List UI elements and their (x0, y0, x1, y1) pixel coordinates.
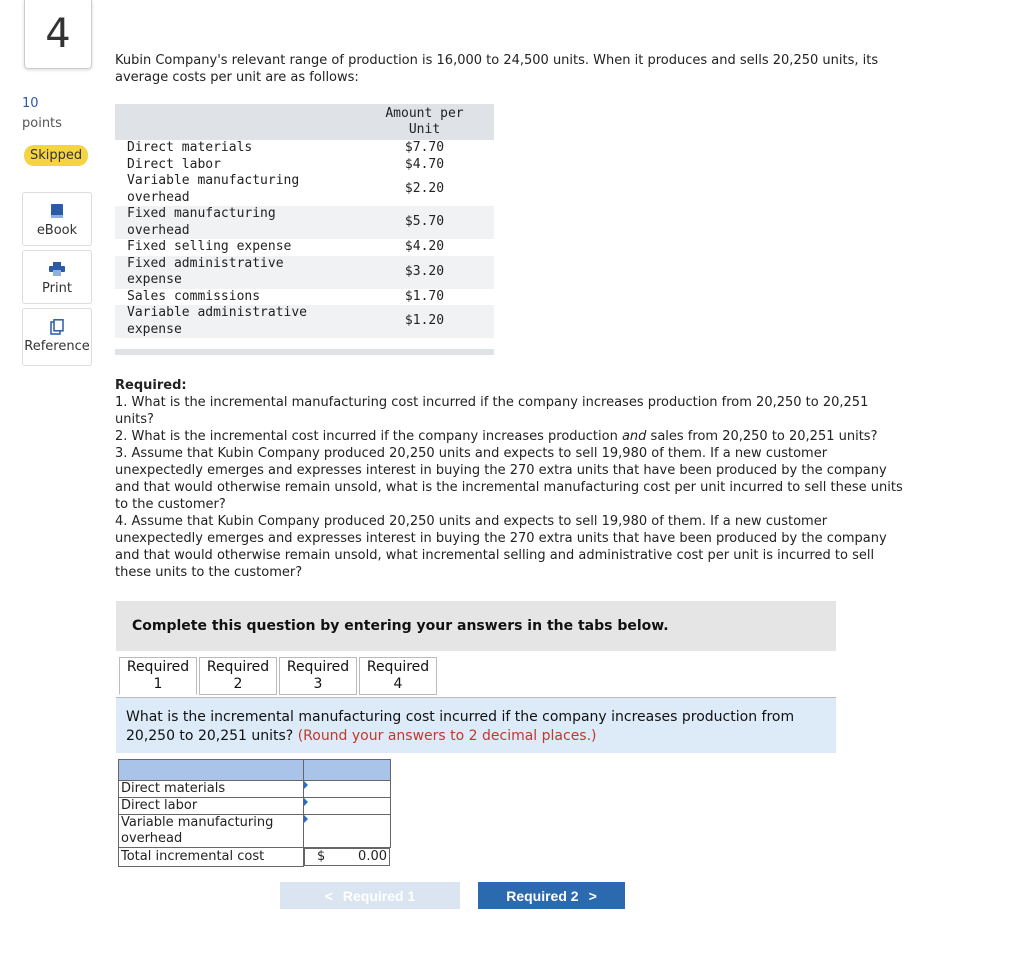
direct-labor-input[interactable] (304, 798, 391, 815)
required-tabs (119, 657, 437, 695)
cost-table-header (115, 104, 494, 140)
table-row: Direct materials (119, 781, 391, 798)
table-row: Sales commissions $1.70 (127, 288, 445, 304)
next-required-button[interactable]: Required 2 > (478, 882, 625, 909)
question-number: 4 (24, 0, 92, 69)
input-marker-icon (304, 798, 308, 806)
required-section (115, 377, 910, 581)
required-q4: 4. Assume that Kubin Company produced 20,250 units and expects to sell 19,980 of them. If a new customer unexpectedly emerges and expresses interest in buying the 270 extra units that have been produced by the company and that would otherwise remain unsold, what incremental selling and administrative cost per unit is incurred to sell these units to the customer? (115, 514, 887, 580)
amount-per-unit-header: Amount per Unit (355, 104, 494, 140)
required-title: Required: (115, 378, 187, 393)
references-button[interactable] (22, 308, 92, 366)
input-marker-icon (304, 781, 308, 789)
tab-required-1[interactable]: Required 1 (119, 657, 197, 695)
tab-required-4[interactable]: Required 4 (359, 657, 437, 695)
input-marker-icon (304, 815, 308, 823)
rounding-note: (Round your answers to 2 decimal places.) (297, 728, 597, 744)
answer-table (118, 759, 391, 867)
table-row: Variable manufacturing overhead (119, 815, 391, 848)
total-row: Total incremental cost $ 0.00 (119, 848, 391, 867)
active-question: What is the incremental manufacturing cost incurred if the company increases production from 20,250 to 20,251 units? (Round your answers to 2 decimal places.) (116, 698, 836, 753)
direct-materials-input[interactable] (304, 781, 391, 798)
chevron-right-icon: > (588, 887, 597, 904)
required-q2: 2. What is the incremental cost incurred if the company increases production and sales from 20,250 to 20,251 units? (115, 429, 878, 444)
table-footer-bar (115, 349, 494, 355)
print-button[interactable] (22, 250, 92, 304)
table-row: Variable administrative expense $1.20 (115, 305, 494, 338)
ebook-label: eBook (36, 223, 78, 238)
printer-icon (49, 261, 65, 277)
table-row: Variable manufacturing overhead $2.20 (127, 173, 445, 205)
variable-overhead-input[interactable] (304, 815, 391, 848)
copy-pages-icon (50, 319, 64, 335)
table-row: Direct labor (119, 798, 391, 815)
total-value: $ 0.00 (304, 848, 390, 866)
chevron-left-icon: < (324, 887, 333, 904)
points-label: points (22, 116, 62, 131)
instruction-banner: Complete this question by entering your answers in the tabs below. (116, 601, 836, 651)
prev-required-button[interactable]: < Required 1 (280, 882, 460, 909)
status-badge: Skipped (24, 145, 88, 166)
cost-table (115, 104, 494, 338)
table-row: Fixed selling expense $4.20 (127, 239, 445, 254)
ebook-button[interactable] (22, 192, 92, 246)
points-value: 10 (22, 96, 39, 111)
print-label: Print (42, 281, 72, 296)
table-row: Fixed administrative expense $3.20 (115, 256, 494, 289)
book-icon (50, 203, 64, 219)
tab-required-3[interactable]: Required 3 (279, 657, 357, 695)
required-q3: 3. Assume that Kubin Company produced 20,250 units and expects to sell 19,980 of them. If a new customer unexpectedly emerges and expresses interest in buying the 270 extra units that have been produced by the company and that would otherwise remain unsold, what is the incremental manufacturing cost per unit incurred to sell these units to the customer? (115, 446, 903, 512)
tab-required-2[interactable]: Required 2 (199, 657, 277, 695)
table-row: Direct labor $4.70 (127, 156, 445, 172)
table-row: Fixed manufacturing overhead $5.70 (115, 206, 494, 239)
answer-table-header (119, 760, 391, 781)
problem-intro: Kubin Company's relevant range of production is 16,000 to 24,500 units. When it produces and sells 20,250 units, its average costs per unit are as follows: (115, 53, 879, 85)
table-row: Direct materials $7.70 (127, 140, 445, 155)
references-label: Reference (24, 339, 90, 354)
required-q1: 1. What is the incremental manufacturing cost incurred if the company increases production from 20,250 to 20,251 units? (115, 395, 869, 427)
